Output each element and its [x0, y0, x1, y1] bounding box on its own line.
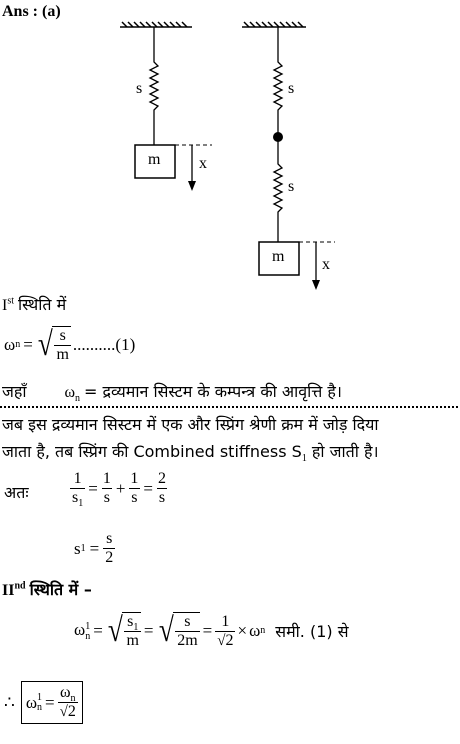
- definition-line: जहाँ $\omega_n$ = द्रव्यमान सिस्टम के कम्पन्त्र की आवृत्ति है।: [2, 382, 342, 405]
- atah-label: अतः: [4, 483, 29, 502]
- equation-1: ω n = √ $\frac{s}{m}$ ..........(1): [4, 326, 136, 363]
- right-spring-top: [274, 27, 282, 137]
- equation-4: ω 1 n = √ $\frac{s_1}{m}$ = √ $\frac{s}{2m}$ = $\frac{1}{√2}$ × ω n समी. (1) से: [74, 612, 349, 649]
- result-box: ω 1 n = $\frac{\omega_n}{√2}$: [21, 681, 83, 724]
- case1-heading: Ist स्थिति में: [2, 295, 67, 314]
- equation-3: s 1 = $\frac{s}{2}$: [74, 530, 114, 566]
- spring-mass-diagram: [0, 0, 460, 300]
- left-displacement-label: x: [199, 155, 207, 172]
- left-spring: [150, 27, 158, 145]
- right-mass-label: m: [272, 248, 285, 265]
- right-ceiling: [242, 22, 306, 27]
- therefore-symbol: ∴: [4, 692, 15, 712]
- right-spring-bottom: [274, 137, 282, 242]
- right-displacement-label: x: [322, 256, 330, 273]
- left-mass-label: m: [148, 151, 161, 168]
- result-line: [4, 681, 83, 724]
- paragraph-line-1: जब इस द्रव्यमान सिस्टम में एक और स्प्रिंग श्रेणी क्रम में जोड़ दिया: [2, 415, 379, 434]
- divider: [0, 406, 458, 408]
- left-ceiling: [120, 22, 192, 27]
- equation-2: $\frac{1}{s_1}$ = $\frac{1}{s}$ + $\frac{1}{s}$ = $\frac{2}{s}$: [72, 470, 167, 510]
- paragraph-line-2: जाता है, तब स्प्रिंग की Combined stiffness $S_1$ हो जाती है।: [2, 442, 379, 465]
- right-spring-top-label: s: [288, 80, 295, 97]
- left-spring-label: s: [136, 80, 143, 97]
- case2-heading: IInd स्थिति में –: [2, 580, 92, 599]
- answer-label: Ans : (a): [2, 3, 61, 20]
- right-spring-bottom-label: s: [288, 178, 295, 195]
